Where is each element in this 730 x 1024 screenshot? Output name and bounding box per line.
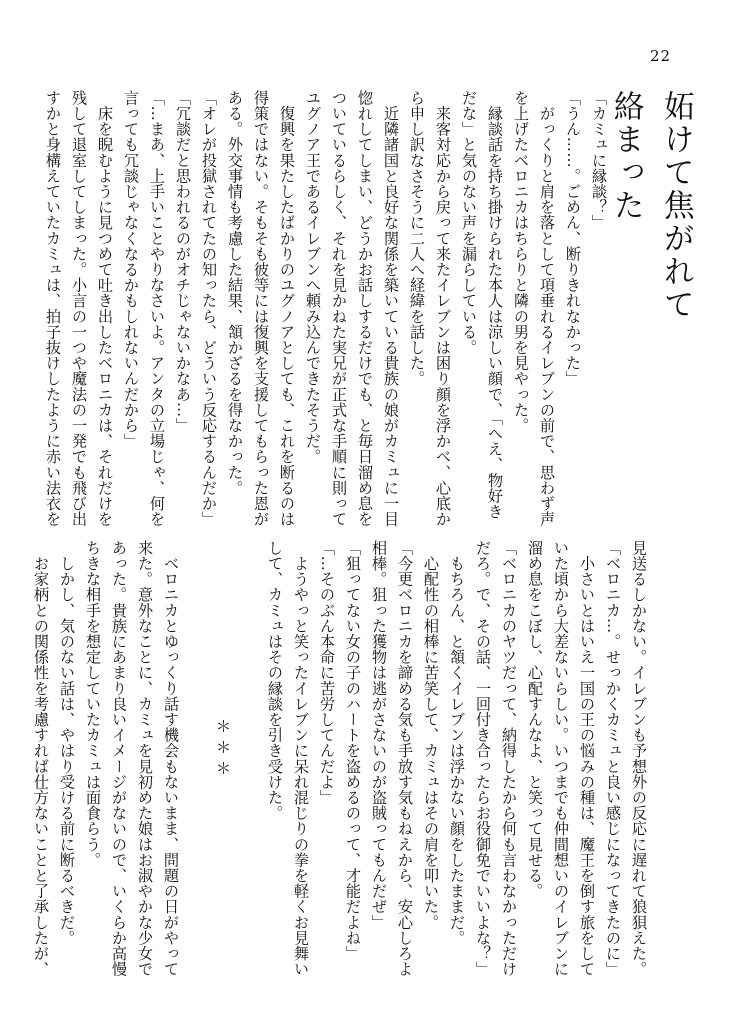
text-column	[236, 540, 262, 960]
text-column: ユグノア王であるイレブンへ頼み込んできたそうだ。	[304, 90, 322, 465]
text-column: 得策ではない。そもそも彼等には復興を支援してもらった恩が	[252, 90, 270, 527]
text-column: ら申し訳なさそうに二人へ経緯を話した。	[408, 90, 426, 387]
chapter-title: 妬けて焦がれて絡まった	[607, 90, 694, 321]
text-column: を上げたベロニカはちらりと隣の男を見やった。	[512, 90, 530, 434]
text-column: お家柄との関係性を考慮すれば仕方ないことと了承したが、	[32, 540, 50, 977]
text-column: 来客対応から戻って来たイレブンは困り顔を浮かべ、心底か	[434, 90, 452, 527]
text-column: いた頃から大差ないらしい。いつまでも仲間想いのイレブンに	[552, 540, 570, 977]
text-column: 「うん……。ごめん、断りきれなかった」	[564, 90, 582, 387]
text-column: だな」と気のない声を漏らしている。	[460, 90, 478, 356]
text-block-top	[40, 90, 612, 527]
text-column: 「冗談だと思われるのがオチじゃないかなあ…」	[174, 90, 192, 434]
text-column: だろ。で、その話、一回付き合ったらお役御免でいいよな？」	[474, 540, 492, 977]
text-column: 近隣諸国と良好な関係を築いている貴族の娘がカミュに一目	[382, 90, 400, 527]
text-column: すかと身構えていたカミュは、拍子抜けしたように赤い法衣を	[44, 90, 62, 527]
text-column: 「カミュに縁談？」	[590, 90, 608, 231]
text-column: 「オレが投獄されてたの知ったら、どういう反応するんだか」	[200, 90, 218, 527]
text-block-bottom	[28, 540, 652, 977]
text-column: 言っても冗談じゃなくなるかもしれないんだから」	[122, 90, 140, 449]
text-column: 見送るしかない。イレブンも予想外の反応に遅れて狼狽えた。	[630, 540, 648, 977]
text-column: もちろん、と頷くイレブンは浮かない顔をしたままだ。	[448, 540, 466, 946]
text-column: 「ベロニカ…。せっかくカミュと良い感じになってきたのに」	[604, 540, 622, 977]
text-column: 心配性の相棒に苦笑して、カミュはその肩を叩いた。	[422, 540, 440, 930]
page-number: 22	[650, 47, 672, 65]
text-column: 来た。意外なことに、カミュを見初めた娘はお淑やかな少女で	[136, 540, 154, 977]
text-column: 惚れしてしまい、どうかお話しするだけでも、と毎日溜め息を	[356, 90, 374, 527]
text-column: あった。貴族にあまり良いイメージがないので、いくらか高慢	[110, 540, 128, 977]
text-column: ちきな相手を想定していたカミュは面食らう。	[84, 540, 102, 868]
text-column: 縁談話を持ち掛けられた本人は涼しい顔で、「へえ、物好き	[486, 90, 504, 520]
text-column: しかし、気のない話は、やはり受ける前に断るべきだ。	[58, 540, 76, 946]
text-column: 床を睨むように見つめて吐き出したベロニカは、それだけを	[96, 90, 114, 527]
text-column	[184, 540, 210, 960]
text-column: 相棒。狙った獲物は逃がさないのが盗賊ってもんだぜ」	[370, 540, 388, 930]
text-column: 溜め息をこぼし、心配すんなよ、と笑って見せる。	[526, 540, 544, 899]
text-column: ついているらしく、それを見かねた実兄が正式な手順に則って	[330, 90, 348, 527]
text-column: 「…そのぶん本命に苦労してんだよ」	[318, 540, 336, 806]
text-column: 「ベロニカのヤツだって、納得したから何も言わなかっただけ	[500, 540, 518, 977]
text-column: 「今更ベロニカを諦める気も手放す気もねえから、安心しろよ	[396, 540, 414, 977]
text-column: 復興を果たしたばかりのユグノアとしても、これを断るのは	[278, 90, 296, 527]
text-column: 「狙ってない女の子のハートを盗めるのって、才能だよね」	[344, 540, 362, 962]
text-column: がっくりと肩を落として項垂れるイレブンの前で、思わず声	[538, 90, 556, 527]
text-column: 残して退室してしまった。小言の一つや魔法の一発でも飛び出	[70, 90, 88, 527]
text-column: ベロニカとゆっくり話す機会もないまま、問題の日がやって	[162, 540, 180, 977]
text-column: 「…まあ、上手いことやりなさいよ。アンタの立場じゃ、何を	[148, 90, 166, 527]
text-column: 小さいとはいえ一国の王の悩みの種は、魔王を倒す旅をして	[578, 540, 596, 977]
text-column: ある。外交事情も考慮した結果、頷かざるを得なかった。	[226, 90, 244, 496]
scene-separator: ＊＊＊	[214, 718, 232, 782]
text-column: ようやっと笑ったイレブンに呆れ混じりの拳を軽くお見舞い	[292, 540, 310, 977]
text-column: して、カミュはその縁談を引き受けた。	[266, 540, 284, 821]
